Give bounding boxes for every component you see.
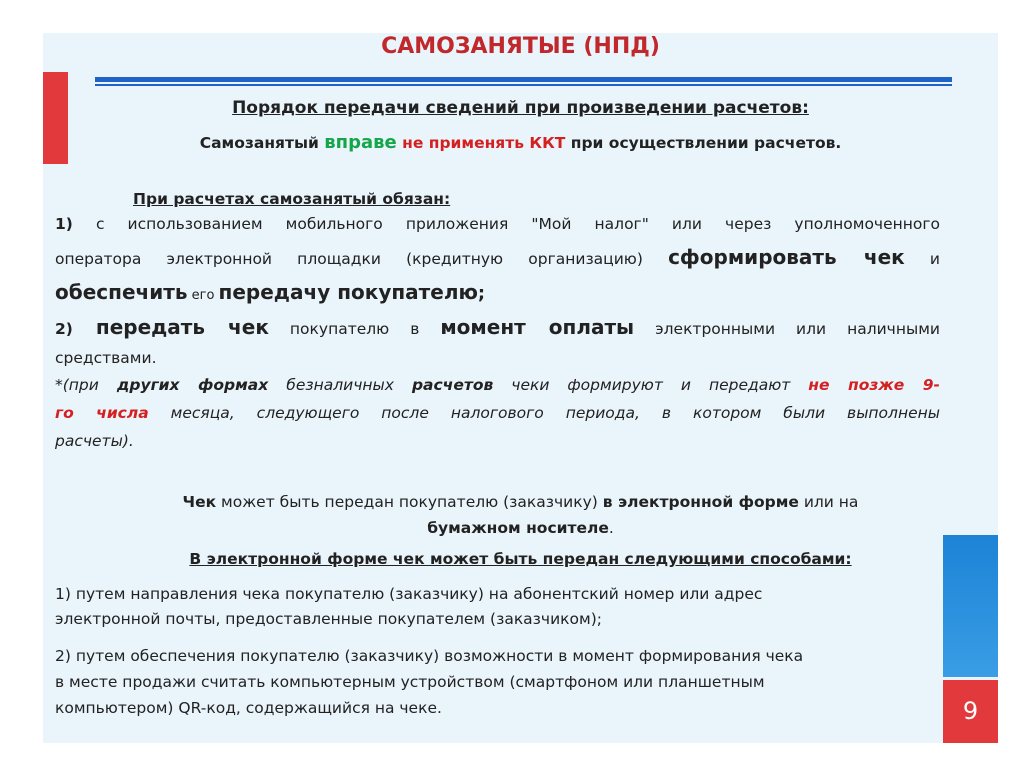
item2-line1 (55, 315, 940, 339)
title-rule-thin (95, 84, 952, 86)
way1-line2: электронной почты, предоставленные покупателем (заказчиком); (55, 610, 602, 628)
para-line2 (43, 519, 998, 537)
line-right-d: при осуществлении расчетов. (565, 134, 842, 152)
para-d: или на (798, 493, 859, 511)
item2-b: покупателю в (268, 320, 441, 338)
line-right-c: не применять ККТ (396, 134, 566, 152)
para-line1 (43, 493, 998, 511)
line-right (43, 132, 998, 153)
para-a: Чек (182, 493, 217, 511)
note-c: безналичных (268, 376, 412, 394)
item1-l3a: обеспечить (55, 280, 188, 304)
note-g: го числа (55, 404, 149, 422)
line-right-b: вправе (324, 132, 397, 153)
item1-line1 (55, 215, 940, 233)
line-right-a: Самозанятый (199, 134, 325, 152)
note-b: других формах (116, 376, 269, 394)
way1-line1: 1) путем направления чека покупателю (заказчику) на абонентский номер или адрес (55, 585, 763, 603)
item1-l2b: сформировать чек (668, 245, 905, 269)
item2-line2: средствами. (55, 349, 157, 367)
para-b: может быть передан покупателю (заказчику) (216, 493, 603, 511)
note-line3: расчеты). (55, 432, 134, 450)
item1-num: 1) (55, 215, 73, 233)
item1-l2c: и (904, 250, 940, 268)
note-a: *(при (55, 376, 117, 394)
note-h: месяца, следующего после налогового периода, в котором были выполнены (148, 404, 940, 422)
item1-l3c: передачу покупателю (218, 280, 478, 304)
title-rule-thick (95, 77, 952, 82)
heading-order: Порядок передачи сведений при произведении расчетов: (232, 98, 809, 118)
item1-line3 (55, 280, 485, 304)
note-line1 (55, 376, 940, 394)
item1-l2a: оператора электронной площадки (кредитную организацию) (55, 250, 669, 268)
item2-num: 2) (55, 320, 73, 338)
item1-l3b: его (187, 288, 219, 303)
heading-obliged: При расчетах самозанятый обязан: (133, 190, 451, 208)
way2-line2: в месте продажи считать компьютерным устройством (смартфоном или планшетным (55, 673, 765, 691)
para-c: в электронной форме (602, 493, 799, 511)
item1-line2 (55, 245, 940, 269)
item2-d: электронными или наличными (634, 320, 940, 338)
heading-electronic: В электронной форме чек может быть передан следующими способами: (189, 550, 852, 568)
note-d: расчетов (411, 376, 494, 394)
item2-c: момент оплаты (440, 315, 635, 339)
way2-line3: компьютером) QR-код, содержащийся на чеке. (55, 699, 442, 717)
note-e: чеки формируют и передают (493, 376, 809, 394)
item1-l1: с использованием мобильного приложения "Мой налог" или через уполномоченного (72, 215, 940, 233)
slide-title: САМОЗАНЯТЫЕ (НПД) (381, 34, 660, 59)
note-line2 (55, 404, 940, 422)
para-f: . (608, 519, 614, 537)
item2-a: передать чек (72, 315, 269, 339)
way2-line1: 2) путем обеспечения покупателю (заказчику) возможности в момент формирования чека (55, 647, 804, 665)
note-f: не позже 9- (808, 376, 940, 394)
para-e: бумажном носителе (427, 519, 609, 537)
item1-l3d: ; (477, 283, 486, 304)
page-number: 9 (943, 680, 998, 743)
